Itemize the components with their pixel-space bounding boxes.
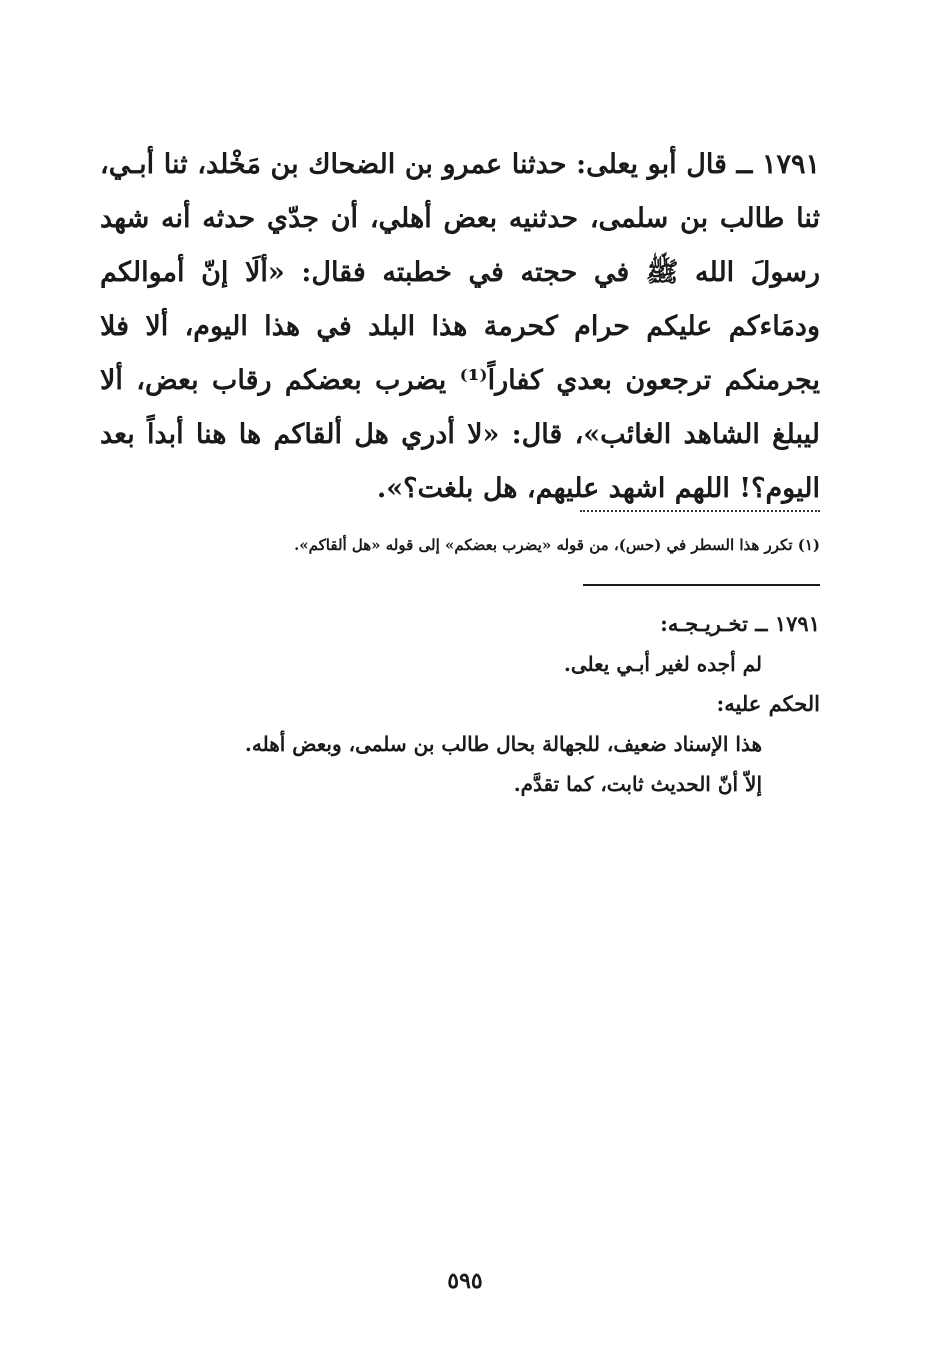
page-number: ٥٩٥ [447,1268,483,1294]
takhrij-heading: ١٧٩١ ــ تخـريـجـه: [660,611,820,636]
hadith-text: ١٧٩١ ــ قال أبو يعلى: حدثنا عمرو بن الضحاك بن مَخْلد، ثنا أبـي، ثنا طالب بن سلمى، حدثنيه بعض أهلي، أن جدّي حدثه أنه شهد رسولَ الله ﷺ في حجته في خطبته فقال: «ألَا إنّ أموالكم ودمَاءكم عليكم حرام كحرمة هذا البلد في هذا اليوم، ألا فلا يجرمنكم ترجعون بعدي كفاراً⁽¹⁾ يضرب بعضكم رقاب بعض، ألا ليبلغ الشاهد الغائب»، قال: «لا أدري هل ألقاكم ها هنا أبداً بعد اليوم؟! اللهم اشهد عليهم، هل بلغت؟». [100,149,820,504]
footnote-separator [580,510,820,512]
section-divider [583,584,820,586]
hukm-heading: الحكم عليه: [716,691,820,716]
hukm-line-2: إلاّ أنّ الحديث ثابت، كما تقدَّم. [513,772,762,796]
commentary-section [150,604,820,804]
takhrij-body: لم أجده لغير أبـي يعلى. [563,652,762,676]
footnote-text: (١) تكرر هذا السطر في (حس)، من قوله «يضرب بعضكم» إلى قوله «هل ألقاكم». [294,536,820,554]
hukm-line-1: هذا الإسناد ضعيف، للجهالة بحال طالب بن سلمى، وبعض أهله. [244,732,762,756]
